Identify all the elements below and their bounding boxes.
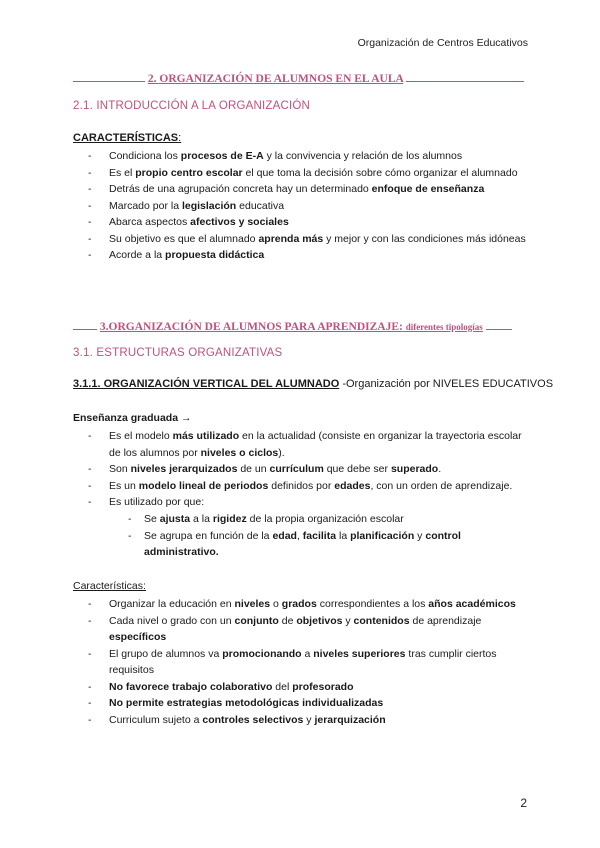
text-run: Cada nivel o grado con un: [109, 614, 235, 627]
text-run: Es utilizado por que:: [109, 496, 205, 508]
text-run: Se agrupa en función de la: [144, 529, 273, 542]
list-item: [88, 596, 528, 613]
section-2-1-subtitle: 2.1. INTRODUCCIÓN A LA ORGANIZACIÓN: [73, 100, 311, 112]
bold-text: niveles jerarquizados: [130, 463, 238, 475]
bullet-dash: -: [88, 183, 92, 195]
bold-text: currículum: [269, 463, 324, 475]
title-underline-right: [486, 318, 512, 330]
bullet-dash: -: [88, 166, 92, 179]
page-number: 2: [520, 796, 527, 810]
bold-text: controles selectivos: [202, 713, 304, 726]
bold-text: legislación: [181, 199, 237, 212]
bullet-dash: -: [88, 614, 92, 627]
title-underline-right: [406, 70, 524, 82]
characteristics-2-label: Características: [73, 580, 144, 592]
bold-text: promocionando: [222, 647, 302, 660]
list-item: [88, 148, 528, 165]
text-run: Condiciona los: [109, 150, 181, 162]
bold-text: rigidez: [212, 513, 247, 525]
list-item: [88, 494, 528, 511]
bullet-dash: -: [88, 479, 92, 492]
section-3-title-main: 3.ORGANIZACIÓN DE ALUMNOS PARA APRENDIZAJE:: [99, 321, 403, 333]
text-run: o: [270, 598, 282, 610]
text-run: Es un: [109, 479, 139, 492]
bold-text: ajusta: [159, 513, 191, 525]
text-run: Se: [144, 513, 160, 525]
bullet-dash: -: [88, 680, 92, 693]
title-underline-left: [73, 318, 97, 330]
text-run: .: [438, 463, 442, 475]
text-run: a: [301, 647, 314, 660]
graded-teaching-list: [88, 428, 528, 511]
bold-text: No permite estrategias metodológicas individualizadas: [109, 697, 384, 709]
bold-text: No favorece trabajo colaborativo: [109, 680, 273, 693]
bold-text: jerarquización: [314, 713, 386, 726]
text-run: El grupo de alumnos va: [109, 647, 223, 660]
bullet-dash: -: [88, 598, 92, 610]
list-item: [128, 528, 528, 561]
bold-text: conjunto: [234, 614, 279, 627]
bullet-dash: -: [88, 199, 92, 212]
bold-text: niveles: [234, 598, 271, 610]
bullet-dash: -: [88, 249, 92, 261]
text-run: Es el modelo: [109, 430, 173, 442]
text-run: y: [303, 713, 315, 726]
bold-text: contenidos: [353, 614, 410, 627]
bullet-dash: -: [88, 216, 92, 228]
bold-text: enfoque de enseñanza: [371, 183, 485, 195]
characteristics-heading: [73, 132, 181, 144]
text-run: ).: [278, 446, 285, 459]
list-item: [88, 679, 528, 696]
bold-text: planificación: [350, 529, 415, 542]
text-run: y: [414, 529, 426, 542]
text-run: definidos por: [268, 479, 335, 492]
list-item: [88, 214, 528, 231]
section-3-title-small: diferentes tipologías: [405, 322, 483, 332]
section-3-1-subtitle: 3.1. ESTRUCTURAS ORGANIZATIVAS: [73, 347, 283, 359]
list-item: [88, 181, 528, 198]
text-run: de la propia organización escolar: [246, 513, 404, 525]
bold-text: superado: [390, 463, 439, 475]
bold-text: grados: [281, 598, 317, 610]
text-run: y la convivencia y relación de los alumnos: [263, 150, 463, 162]
bold-text: niveles o ciclos: [200, 446, 279, 459]
list-item: [88, 695, 528, 712]
bullet-dash: -: [88, 713, 92, 726]
text-run: Son: [109, 463, 131, 475]
bullet-dash: -: [88, 647, 92, 660]
list-item: [88, 478, 528, 495]
bold-text: objetivos: [296, 614, 343, 627]
bold-text: niveles superiores: [313, 647, 406, 660]
bold-text: propio centro escolar: [135, 166, 243, 179]
bullet-dash: -: [88, 232, 92, 245]
text-run: Su objetivo es que el alumnado: [109, 232, 259, 245]
text-run: de: [278, 614, 297, 627]
text-run: , con un orden de aprendizaje.: [370, 479, 513, 492]
bold-text: años académicos: [428, 598, 516, 610]
characteristics-label: CARACTERÍSTICAS: [73, 132, 179, 144]
vertical-organization-subtitle: -Organización por NIVELES EDUCATIVOS: [339, 378, 554, 390]
bold-text: facilita: [302, 529, 337, 542]
bullet-dash: -: [88, 430, 92, 442]
graded-teaching-label: Enseñanza graduada →: [73, 412, 192, 424]
text-run: ,: [296, 529, 303, 542]
text-run: Organizar la educación en: [109, 598, 235, 610]
text-run: la: [336, 529, 351, 542]
text-run: de un: [237, 463, 270, 475]
bullet-dash: -: [88, 150, 92, 162]
bold-text: propuesta didáctica: [165, 249, 265, 261]
bold-text: específicos: [109, 631, 167, 643]
text-run: Detrás de una agrupación concreta hay un determinado: [109, 183, 372, 195]
bold-text: procesos de E-A: [180, 150, 264, 162]
characteristics-colon: :: [178, 132, 182, 144]
text-run: correspondientes a los: [316, 598, 429, 610]
bold-text: edades: [334, 479, 371, 492]
text-run: en la actualidad (consiste en organizar la trayectoria escolar de los alumnos por: [109, 430, 522, 459]
text-run: educativa: [236, 199, 285, 212]
bold-text: más utilizado: [172, 430, 240, 442]
text-run: Es el: [109, 166, 136, 179]
list-item: [88, 247, 528, 264]
text-run: Curriculum sujeto a: [109, 713, 203, 726]
bullet-dash: -: [88, 463, 92, 475]
section-3-title-text: [100, 321, 483, 333]
list-item: [88, 646, 528, 679]
list-item: [88, 198, 528, 215]
text-run: Marcado por la: [109, 199, 182, 212]
text-run: a la: [190, 513, 213, 525]
list-item: [88, 231, 528, 248]
bullet-dash: -: [88, 496, 92, 508]
characteristics-2-list: [88, 596, 528, 728]
characteristics-list: [88, 148, 528, 264]
list-item: [88, 712, 528, 729]
bold-text: modelo lineal de periodos: [138, 479, 269, 492]
bold-text: control administrativo.: [144, 529, 461, 558]
bullet-dash: -: [88, 697, 92, 709]
text-run: que debe ser: [323, 463, 391, 475]
bullet-dash: -: [128, 529, 132, 542]
title-underline-left: [73, 70, 145, 82]
section-3-title: [73, 318, 528, 333]
list-item: [88, 613, 528, 646]
bold-text: profesorado: [292, 680, 354, 693]
text-run: y: [342, 614, 354, 627]
bullet-dash: -: [128, 513, 132, 525]
characteristics-2-heading: [73, 580, 146, 592]
running-header: Organización de Centros Educativos: [357, 37, 528, 49]
section-2-title-text: 2. ORGANIZACIÓN DE ALUMNOS EN EL AULA: [147, 73, 404, 85]
bold-text: aprenda más: [258, 232, 324, 245]
bold-text: edad: [272, 529, 297, 542]
bold-text: afectivos y sociales: [190, 216, 289, 228]
list-item: [88, 428, 528, 461]
text-run: de aprendizaje: [409, 614, 482, 627]
list-item: [88, 165, 528, 182]
graded-teaching-sublist: [128, 511, 528, 561]
text-run: y mejor y con las condiciones más idóneas: [323, 232, 526, 245]
text-run: Acorde a la: [109, 249, 166, 261]
list-item: [128, 511, 528, 528]
vertical-organization-heading: [73, 378, 553, 390]
section-2-title: [73, 70, 528, 85]
text-run: Abarca aspectos: [109, 216, 191, 228]
text-run: el que toma la decisión sobre cómo organizar el alumnado: [242, 166, 518, 179]
vertical-organization-title: 3.1.1. ORGANIZACIÓN VERTICAL DEL ALUMNADO: [73, 378, 340, 390]
characteristics-2-colon: :: [143, 580, 146, 592]
list-item: [88, 461, 528, 478]
text-run: tras cumplir ciertos requisitos: [109, 647, 497, 676]
text-run: del: [272, 680, 293, 693]
